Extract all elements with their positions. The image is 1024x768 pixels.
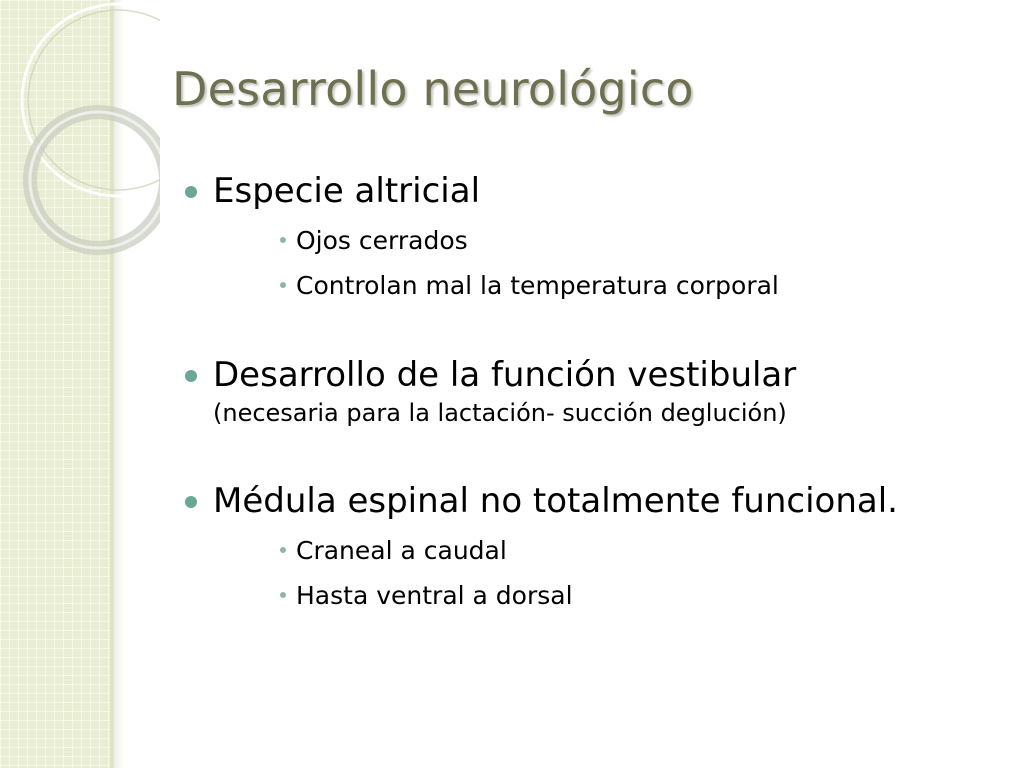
- sub-item-text: Craneal a caudal: [296, 536, 507, 565]
- sub-item: [280, 573, 985, 618]
- sub-list: [280, 528, 985, 618]
- sub-bullet-dot-icon: [280, 592, 286, 598]
- sub-item-text: Hasta ventral a dorsal: [296, 581, 573, 610]
- bullet-dot-icon: [185, 496, 197, 508]
- bullet-note: (necesaria para la lactación- succión deglución): [213, 399, 787, 427]
- bullet-item: [185, 352, 985, 428]
- bullet-text: Especie altricial: [213, 171, 481, 211]
- sub-item: [280, 218, 985, 263]
- sub-item-text: Ojos cerrados: [296, 226, 468, 255]
- sub-bullet-dot-icon: [280, 282, 286, 288]
- decorative-rings-icon: [0, 0, 160, 260]
- bullet-list: [185, 168, 985, 618]
- sub-list: [280, 218, 985, 308]
- bullet-item: [185, 478, 985, 524]
- sub-item: [280, 263, 985, 308]
- bullet-text: Desarrollo de la función vestibular: [213, 355, 797, 395]
- sub-bullet-dot-icon: [280, 547, 286, 553]
- sub-bullet-dot-icon: [280, 237, 286, 243]
- sub-item-text: Controlan mal la temperatura corporal: [296, 271, 779, 300]
- bullet-dot-icon: [185, 370, 197, 382]
- bullet-item: [185, 168, 985, 214]
- sub-item: [280, 528, 985, 573]
- bullet-text: Médula espinal no totalmente funcional.: [213, 481, 898, 521]
- slide-title: Desarrollo neurológico: [172, 62, 694, 116]
- bullet-dot-icon: [185, 186, 197, 198]
